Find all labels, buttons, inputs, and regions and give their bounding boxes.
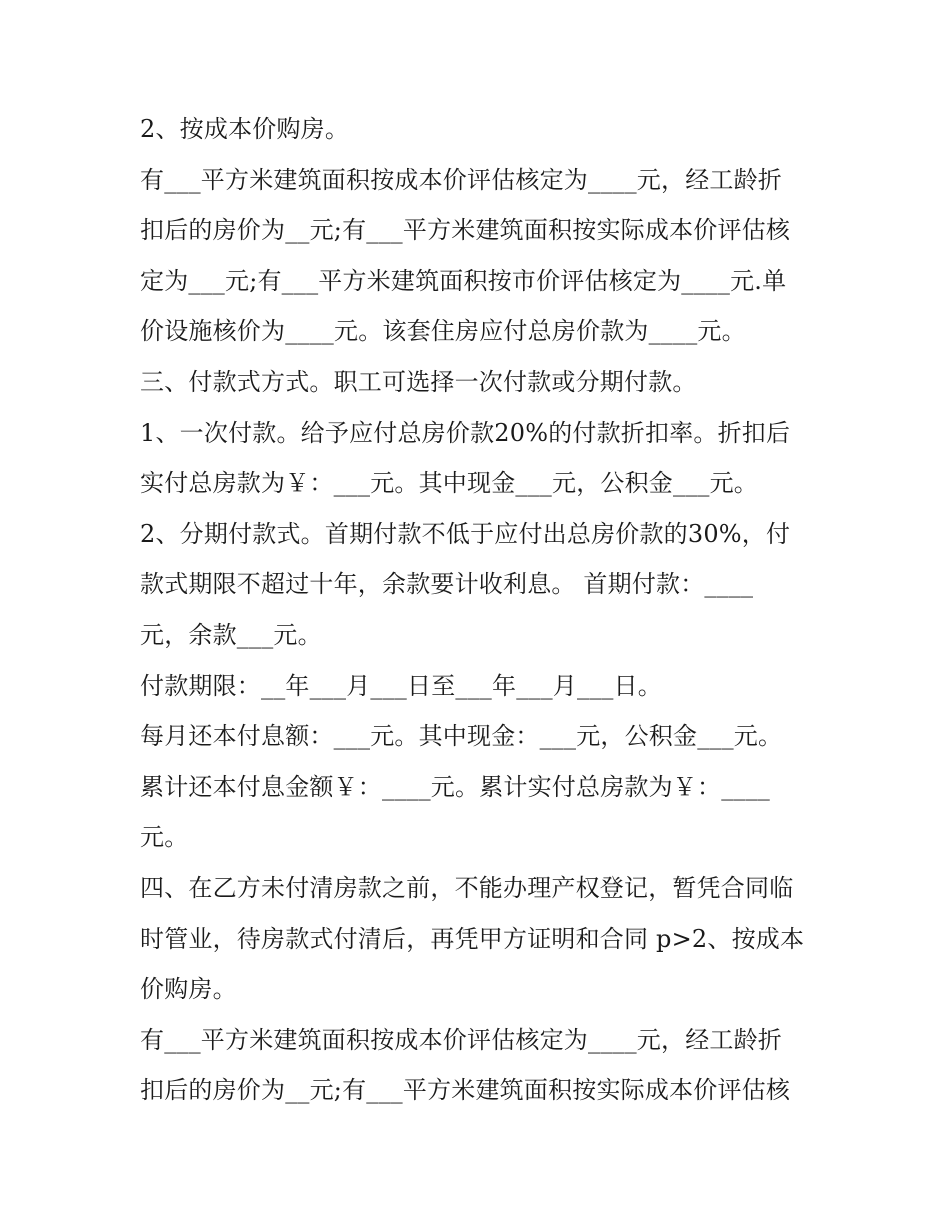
text-line: 元，余款___元。 — [140, 620, 322, 649]
text-line: 时管业，待房款式付清后，再凭甲方证明和合同 p>2、按成本 — [140, 924, 805, 953]
text-line: 每月还本付息额：___元。其中现金：___元，公积金___元。 — [140, 722, 783, 751]
text-line: 累计还本付息金额￥：____元。累计实付总房款为￥：____ — [140, 772, 770, 801]
text-line: 四、在乙方未付清房款之前，不能办理产权登记，暂凭合同临 — [140, 873, 794, 902]
text-line: 款式期限不超过十年，余款要计收利息。 首期付款：____ — [140, 570, 754, 599]
text-line: 2、按成本价购房。 — [140, 115, 350, 143]
text-line: 元。 — [140, 823, 189, 852]
text-line: 1、一次付款。给予应付总房价款20%的付款折扣率。折扣后 — [140, 418, 791, 447]
text-line: 2、分期付款式。首期付款不低于应付出总房价款的30%，付 — [140, 519, 791, 548]
text-line: 付款期限：__年___月___日至___年___月___日。 — [140, 671, 662, 700]
text-line: 扣后的房价为__元;有___平方米建筑面积按实际成本价评估核 — [140, 1076, 791, 1105]
text-line: 价购房。 — [140, 975, 237, 1004]
text-line: 三、付款式方式。职工可选择一次付款或分期付款。 — [140, 367, 697, 396]
text-line: 有___平方米建筑面积按成本价评估核定为____元，经工龄折 — [140, 1025, 782, 1054]
text-line: 有___平方米建筑面积按成本价评估核定为____元，经工龄折 — [140, 165, 782, 194]
document-body — [140, 104, 820, 1116]
text-line: 实付总房款为￥：___元。其中现金___元，公积金___元。 — [140, 469, 758, 498]
text-line: 扣后的房价为__元;有___平方米建筑面积按实际成本价评估核 — [140, 216, 791, 245]
text-line: 价设施核价为____元。该套住房应付总房价款为____元。 — [140, 317, 746, 346]
text-line: 定为___元;有___平方米建筑面积按市价评估核定为____元.单 — [140, 266, 787, 295]
